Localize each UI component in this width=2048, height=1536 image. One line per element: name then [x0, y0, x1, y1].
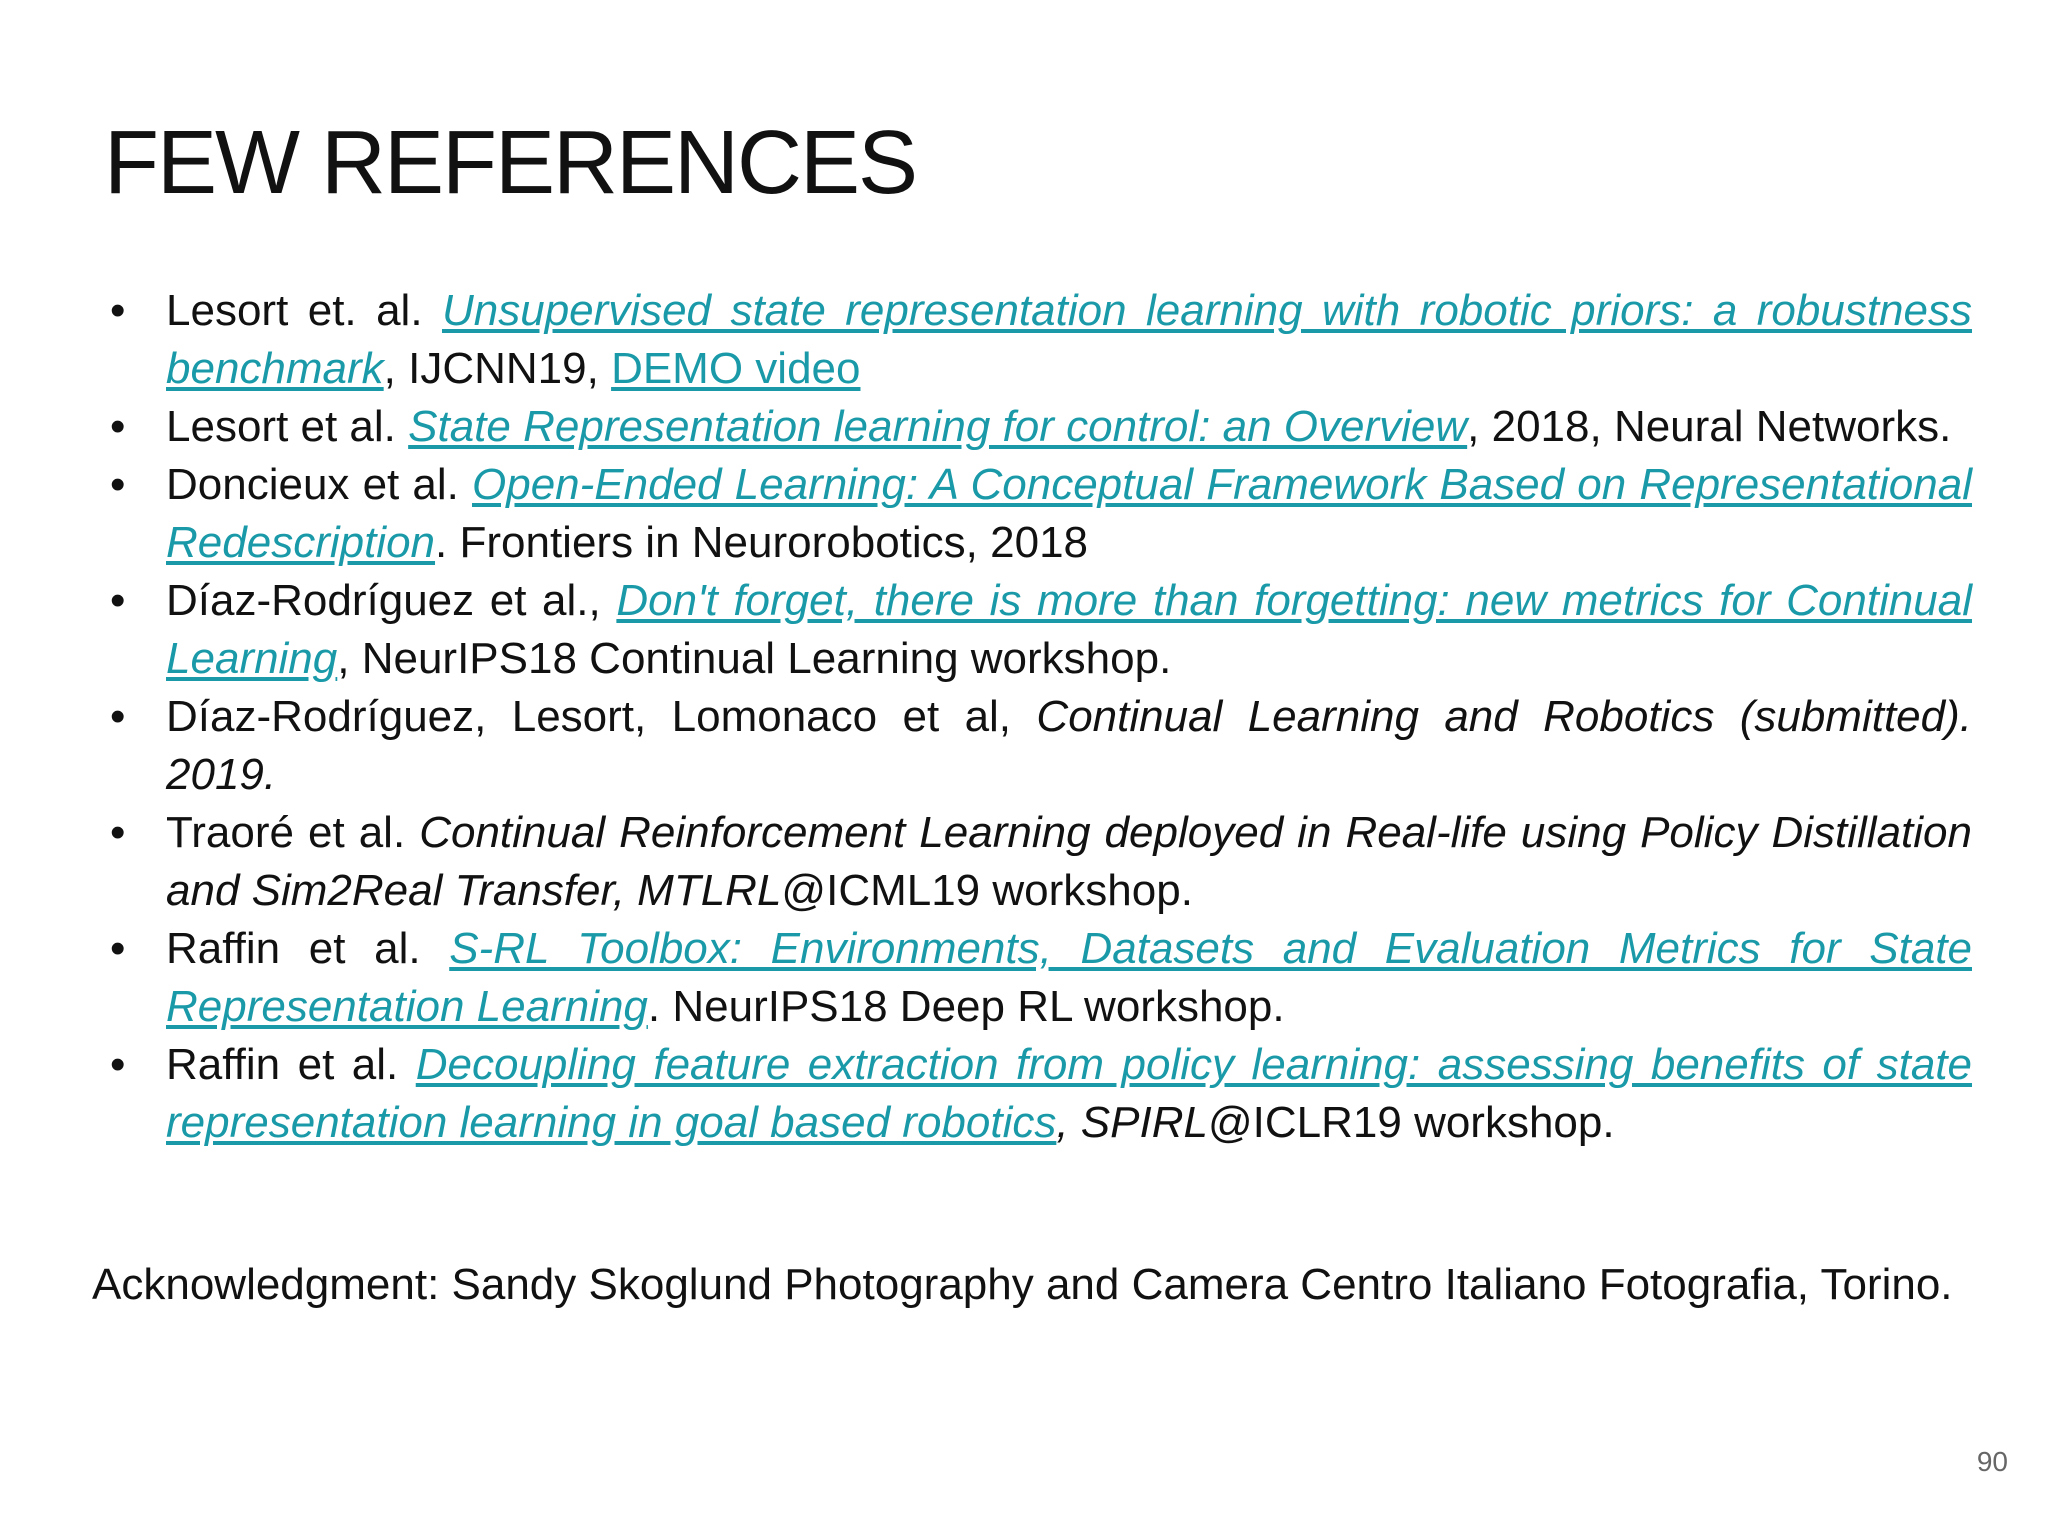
bullet-icon: •: [110, 924, 126, 973]
bullet-icon: •: [110, 460, 126, 509]
bullet-icon: •: [110, 576, 126, 625]
reference-item: [110, 688, 1972, 804]
reference-link[interactable]: Decoupling feature extraction from policy learning: assessing benefits of state representation learning in goal based robotics: [166, 1040, 1972, 1147]
reference-item: [110, 282, 1972, 398]
reference-authors: Traoré et al.: [166, 808, 420, 857]
reference-workshop-name: , SPIRL: [1056, 1098, 1208, 1147]
reference-venue: . NeurIPS18 Deep RL workshop.: [647, 982, 1285, 1031]
reference-authors: Lesort et al.: [166, 402, 409, 451]
page-number: 90: [1976, 1446, 2008, 1477]
reference-title: Continual Reinforcement Learning deployed in Real-life using Policy Distillation and Sim2Real Transfer, MTLRL: [166, 808, 1972, 915]
bullet-icon: •: [110, 286, 126, 335]
reference-title: Continual Learning and Robotics (submitted). 2019.: [166, 692, 1972, 799]
reference-venue: , 2018, Neural Networks.: [1467, 402, 1952, 451]
reference-item: [110, 804, 1972, 920]
reference-item: [110, 572, 1972, 688]
reference-authors: Lesort et. al.: [166, 286, 442, 335]
reference-venue: , IJCNN19,: [383, 344, 612, 393]
demo-video-link[interactable]: DEMO video: [611, 344, 861, 393]
reference-venue: . Frontiers in Neurorobotics, 2018: [435, 518, 1089, 567]
reference-authors: Raffin et al.: [166, 1040, 416, 1089]
reference-venue: , NeurIPS18 Continual Learning workshop.: [337, 634, 1172, 683]
reference-link[interactable]: S-RL Toolbox: Environments, Datasets and Evaluation Metrics for State Representation Learning: [166, 924, 1972, 1031]
slide-title: FEW REFERENCES: [104, 113, 917, 213]
reference-item: [110, 920, 1972, 1036]
bullet-icon: •: [110, 1040, 126, 1089]
reference-link[interactable]: Don't forget, there is more than forgetting: new metrics for Continual Learning: [166, 576, 1972, 683]
bullet-icon: •: [110, 808, 126, 857]
reference-authors: Doncieux et al.: [166, 460, 472, 509]
reference-venue: @ICLR19 workshop.: [1207, 1098, 1615, 1147]
reference-link[interactable]: State Representation learning for control: an Overview: [408, 402, 1468, 451]
reference-item: [110, 1036, 1972, 1152]
bullet-icon: •: [110, 402, 126, 451]
reference-item: [110, 456, 1972, 572]
reference-list: [110, 282, 1972, 1152]
reference-authors: Díaz-Rodríguez et al.,: [166, 576, 617, 625]
reference-authors: Raffin et al.: [166, 924, 450, 973]
reference-link[interactable]: Unsupervised state representation learning with robotic priors: a robustness benchmark: [166, 286, 1972, 393]
reference-authors: Díaz-Rodríguez, Lesort, Lomonaco et al,: [166, 692, 1037, 741]
reference-item: [110, 398, 1972, 456]
reference-link[interactable]: Open-Ended Learning: A Conceptual Framework Based on Representational Redescription: [166, 460, 1972, 567]
acknowledgment-text: Acknowledgment: Sandy Skoglund Photography and Camera Centro Italiano Fotografia, Torino.: [92, 1260, 1953, 1309]
bullet-icon: •: [110, 692, 126, 741]
reference-venue: @ICML19 workshop.: [781, 866, 1193, 915]
